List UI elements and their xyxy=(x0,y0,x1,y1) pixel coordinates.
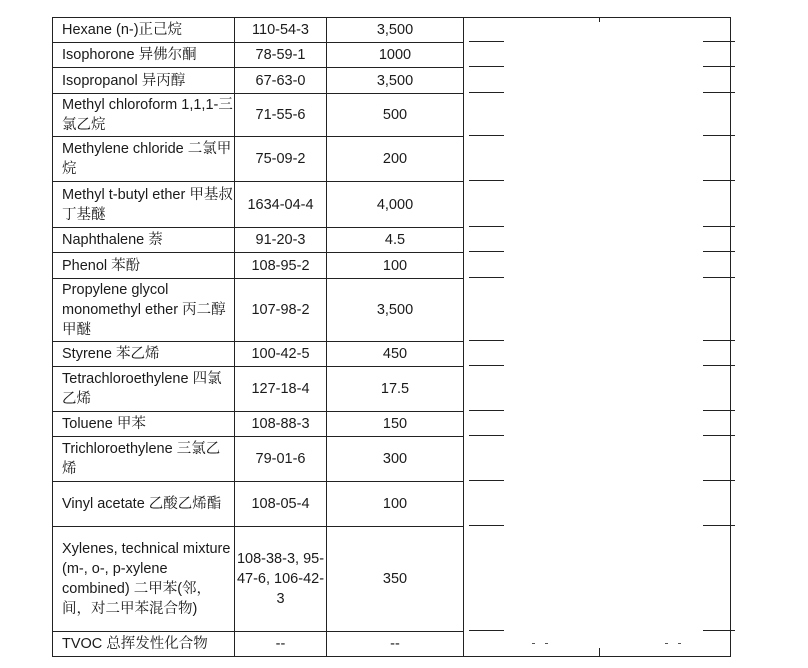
substance-name-cell: Methyl t-butyl ether 甲基叔丁基醚 xyxy=(53,182,235,228)
limit-value-cell: 450 xyxy=(327,342,464,367)
limit-value-cell: 17.5 xyxy=(327,367,464,412)
empty-cell xyxy=(464,68,731,94)
row-divider-segment xyxy=(703,365,735,366)
row-divider-segment xyxy=(703,435,735,436)
substance-name-cell: Isophorone 异佛尔酮 xyxy=(53,43,235,68)
voc-limits-table xyxy=(52,17,731,657)
table-row xyxy=(53,527,731,632)
table-row xyxy=(53,68,731,94)
substance-name-cell: Toluene 甲苯 xyxy=(53,412,235,437)
table-row xyxy=(53,279,731,342)
cas-number-cell: 108-95-2 xyxy=(235,253,327,279)
row-divider-segment xyxy=(469,66,504,67)
table-row xyxy=(53,482,731,527)
substance-name-cell: Hexane (n-)正己烷 xyxy=(53,18,235,43)
row-divider-segment xyxy=(703,41,735,42)
row-divider-segment xyxy=(703,480,735,481)
cas-number-cell: 78-59-1 xyxy=(235,43,327,68)
row-divider-segment xyxy=(469,435,504,436)
dash-mark xyxy=(545,643,548,644)
row-divider-segment xyxy=(703,630,735,631)
limit-value-cell: 200 xyxy=(327,137,464,182)
column-tick xyxy=(599,648,600,656)
row-divider-segment xyxy=(469,277,504,278)
row-divider-segment xyxy=(703,180,735,181)
limit-value-cell: 100 xyxy=(327,253,464,279)
substance-name-cell: Xylenes, technical mixture (m-, o-, p-xylene combined) 二甲苯(邻，间，对二甲苯混合物) xyxy=(53,527,235,632)
cas-number-cell: 1634-04-4 xyxy=(235,182,327,228)
limit-value-cell: 150 xyxy=(327,412,464,437)
substance-name-cell: Methyl chloroform 1,1,1-三氯乙烷 xyxy=(53,94,235,137)
row-divider-segment xyxy=(469,41,504,42)
dash-mark xyxy=(665,643,668,644)
table-row xyxy=(53,437,731,482)
row-divider-segment xyxy=(469,92,504,93)
substance-name-cell: Trichloroethylene 三氯乙烯 xyxy=(53,437,235,482)
empty-cell xyxy=(464,482,731,527)
row-divider-segment xyxy=(469,410,504,411)
empty-cell xyxy=(464,412,731,437)
limit-value-cell: 4.5 xyxy=(327,228,464,253)
limit-value-cell: 3,500 xyxy=(327,68,464,94)
empty-cell xyxy=(464,342,731,367)
empty-cell xyxy=(464,527,731,632)
substance-name-cell: Propylene glycol monomethyl ether 丙二醇甲醚 xyxy=(53,279,235,342)
column-tick xyxy=(599,17,600,22)
row-divider-segment xyxy=(469,180,504,181)
empty-cell xyxy=(464,632,731,657)
row-divider-segment xyxy=(469,365,504,366)
cas-number-cell: 107-98-2 xyxy=(235,279,327,342)
empty-cell xyxy=(464,228,731,253)
row-divider-segment xyxy=(703,226,735,227)
cas-number-cell: 75-09-2 xyxy=(235,137,327,182)
empty-cell xyxy=(464,253,731,279)
table-row xyxy=(53,228,731,253)
empty-cell xyxy=(464,137,731,182)
row-divider-segment xyxy=(703,251,735,252)
substance-name-cell: Methylene chloride 二氯甲烷 xyxy=(53,137,235,182)
cas-number-cell: 79-01-6 xyxy=(235,437,327,482)
substance-name-cell: Vinyl acetate 乙酸乙烯酯 xyxy=(53,482,235,527)
cas-number-cell: 91-20-3 xyxy=(235,228,327,253)
substance-name-cell: Phenol 苯酚 xyxy=(53,253,235,279)
limit-value-cell: 350 xyxy=(327,527,464,632)
dash-mark xyxy=(678,643,681,644)
row-divider-segment xyxy=(703,340,735,341)
substance-name-cell: Styrene 苯乙烯 xyxy=(53,342,235,367)
limit-value-cell: 100 xyxy=(327,482,464,527)
row-divider-segment xyxy=(703,135,735,136)
row-divider-segment xyxy=(703,277,735,278)
table-row xyxy=(53,137,731,182)
limit-value-cell: -- xyxy=(327,632,464,657)
cas-number-cell: 100-42-5 xyxy=(235,342,327,367)
row-divider-segment xyxy=(703,66,735,67)
empty-cell xyxy=(464,43,731,68)
empty-cell xyxy=(464,367,731,412)
table-row xyxy=(53,43,731,68)
limit-value-cell: 300 xyxy=(327,437,464,482)
table-row xyxy=(53,94,731,137)
cas-number-cell: 127-18-4 xyxy=(235,367,327,412)
empty-cell xyxy=(464,94,731,137)
cas-number-cell: 108-38-3, 95-47-6, 106-42-3 xyxy=(235,527,327,632)
table-row xyxy=(53,367,731,412)
cas-number-cell: 110-54-3 xyxy=(235,18,327,43)
table-row xyxy=(53,253,731,279)
table-row xyxy=(53,412,731,437)
substance-name-cell: Isopropanol 异丙醇 xyxy=(53,68,235,94)
row-divider-segment xyxy=(703,92,735,93)
row-divider-segment xyxy=(703,410,735,411)
limit-value-cell: 3,500 xyxy=(327,279,464,342)
cas-number-cell: -- xyxy=(235,632,327,657)
empty-cell xyxy=(464,182,731,228)
row-divider-segment xyxy=(469,135,504,136)
table-row xyxy=(53,342,731,367)
empty-cell xyxy=(464,279,731,342)
row-divider-segment xyxy=(703,525,735,526)
substance-name-cell: Naphthalene 萘 xyxy=(53,228,235,253)
row-divider-segment xyxy=(469,480,504,481)
cas-number-cell: 71-55-6 xyxy=(235,94,327,137)
table-row xyxy=(53,182,731,228)
row-divider-segment xyxy=(469,251,504,252)
row-divider-segment xyxy=(469,525,504,526)
cas-number-cell: 67-63-0 xyxy=(235,68,327,94)
empty-cell xyxy=(464,437,731,482)
cas-number-cell: 108-05-4 xyxy=(235,482,327,527)
limit-value-cell: 1000 xyxy=(327,43,464,68)
row-divider-segment xyxy=(469,226,504,227)
table-row xyxy=(53,632,731,657)
row-divider-segment xyxy=(469,340,504,341)
empty-cell xyxy=(464,18,731,43)
limit-value-cell: 4,000 xyxy=(327,182,464,228)
table-row xyxy=(53,18,731,43)
row-divider-segment xyxy=(469,630,504,631)
limit-value-cell: 500 xyxy=(327,94,464,137)
substance-name-cell: Tetrachloroethylene 四氯乙烯 xyxy=(53,367,235,412)
cas-number-cell: 108-88-3 xyxy=(235,412,327,437)
substance-name-cell: TVOC 总挥发性化合物 xyxy=(53,632,235,657)
dash-mark xyxy=(532,643,535,644)
limit-value-cell: 3,500 xyxy=(327,18,464,43)
